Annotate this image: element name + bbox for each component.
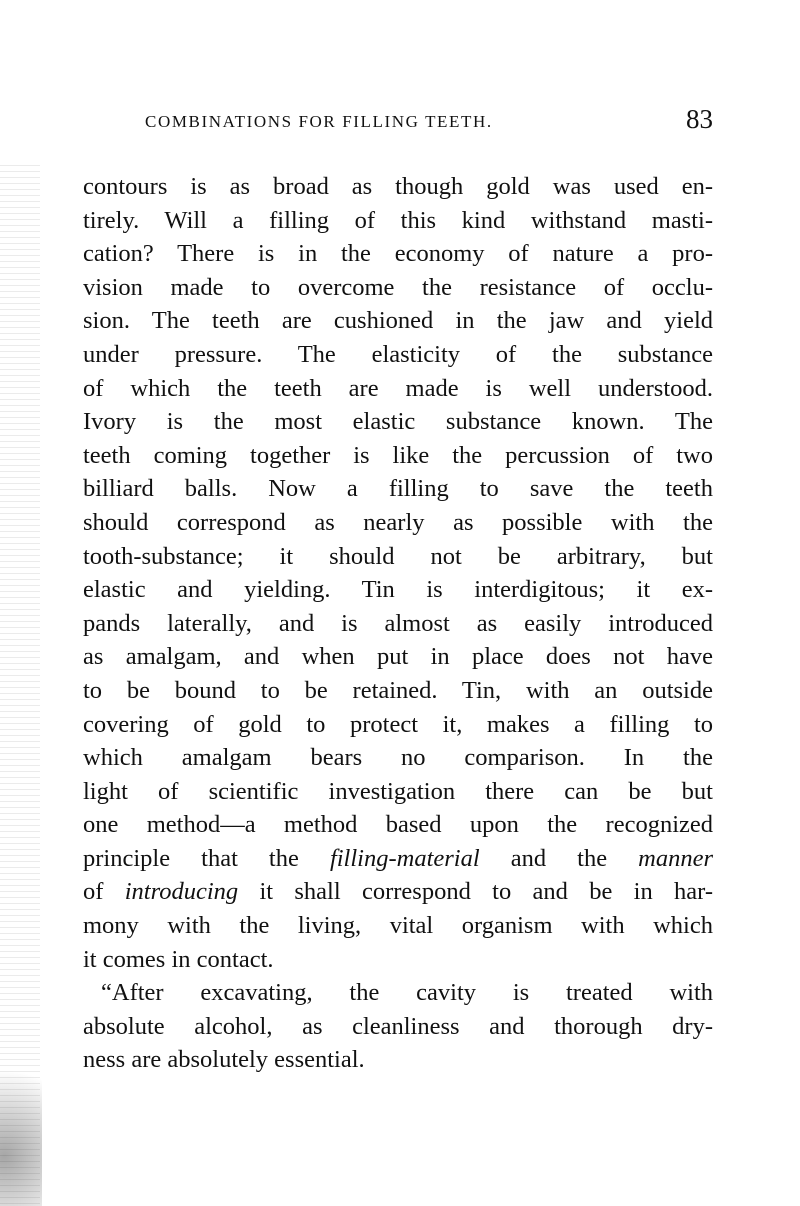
text-segment: as amalgam, and when put in place does not have xyxy=(83,643,713,671)
scanned-page-edge-shadow xyxy=(0,1040,42,1206)
text-line xyxy=(83,808,713,842)
text-segment: tooth-substance; it should not be arbitrary, but xyxy=(83,542,713,570)
text-line xyxy=(83,1010,713,1044)
text-line xyxy=(83,472,713,506)
text-segment: elastic and yielding. Tin is interdigitous; it ex- xyxy=(83,576,713,604)
page-number: 83 xyxy=(686,104,713,134)
text-line xyxy=(83,573,713,607)
text-line xyxy=(83,304,713,338)
text-segment: teeth coming together is like the percussion of two xyxy=(83,441,713,469)
text-segment: it shall correspond to and be in har- xyxy=(238,878,713,906)
text-segment: “After excavating, the cavity is treated with xyxy=(101,979,713,1007)
text-line xyxy=(83,943,713,977)
text-line xyxy=(83,506,713,540)
text-line xyxy=(83,338,713,372)
body-text xyxy=(83,170,713,1077)
text-line xyxy=(83,909,713,943)
text-line xyxy=(83,271,713,305)
text-segment: cation? There is in the economy of nature a pro- xyxy=(83,240,713,268)
text-line xyxy=(83,607,713,641)
text-line xyxy=(83,439,713,473)
text-line xyxy=(83,674,713,708)
text-segment: Ivory is the most elastic substance known. The xyxy=(83,408,713,436)
text-line xyxy=(83,540,713,574)
text-line xyxy=(83,741,713,775)
text-segment: principle that the xyxy=(83,844,330,872)
text-segment: mony with the living, vital organism with which xyxy=(83,912,713,940)
text-segment: and the xyxy=(479,844,639,872)
text-segment: of which the teeth are made is well understood. xyxy=(83,374,713,402)
text-segment: pands laterally, and is almost as easily introduced xyxy=(83,609,713,637)
text-line xyxy=(83,976,713,1010)
text-segment: to be bound to be retained. Tin, with an outside xyxy=(83,676,713,704)
text-segment: ness are absolutely essential. xyxy=(83,1046,365,1074)
text-segment: sion. The teeth are cushioned in the jaw and yield xyxy=(83,307,713,335)
text-segment: tirely. Will a filling of this kind withstand masti- xyxy=(83,206,713,234)
text-line xyxy=(83,372,713,406)
text-segment: vision made to overcome the resistance of occlu- xyxy=(83,273,713,301)
text-segment: under pressure. The elasticity of the substance xyxy=(83,340,713,368)
italic-text: introducing xyxy=(124,878,239,906)
text-line xyxy=(83,875,713,909)
text-segment: light of scientific investigation there can be but xyxy=(83,777,713,805)
text-segment: absolute alcohol, as cleanliness and thorough dry- xyxy=(83,1012,713,1040)
text-line xyxy=(83,775,713,809)
text-segment: contours is as broad as though gold was used en- xyxy=(83,173,713,200)
text-line xyxy=(83,842,713,876)
running-head: COMBINATIONS FOR FILLING TEETH. xyxy=(145,112,493,131)
text-segment: billiard balls. Now a filling to save the teeth xyxy=(83,475,713,503)
italic-text: filling-material xyxy=(329,844,480,872)
text-line xyxy=(83,170,713,204)
italic-text: manner xyxy=(638,844,714,872)
text-segment: should correspond as nearly as possible with the xyxy=(83,508,713,536)
text-line xyxy=(83,405,713,439)
page-header xyxy=(145,106,713,140)
text-line xyxy=(83,204,713,238)
text-line xyxy=(83,708,713,742)
text-line xyxy=(83,1043,713,1077)
text-line xyxy=(83,640,713,674)
text-segment: it comes in contact. xyxy=(83,945,274,973)
text-line xyxy=(83,237,713,271)
text-segment: covering of gold to protect it, makes a filling to xyxy=(83,710,713,738)
text-segment: one method—a method based upon the recognized xyxy=(83,811,713,839)
text-segment: which amalgam bears no comparison. In the xyxy=(83,744,713,772)
text-segment: of xyxy=(83,878,125,906)
